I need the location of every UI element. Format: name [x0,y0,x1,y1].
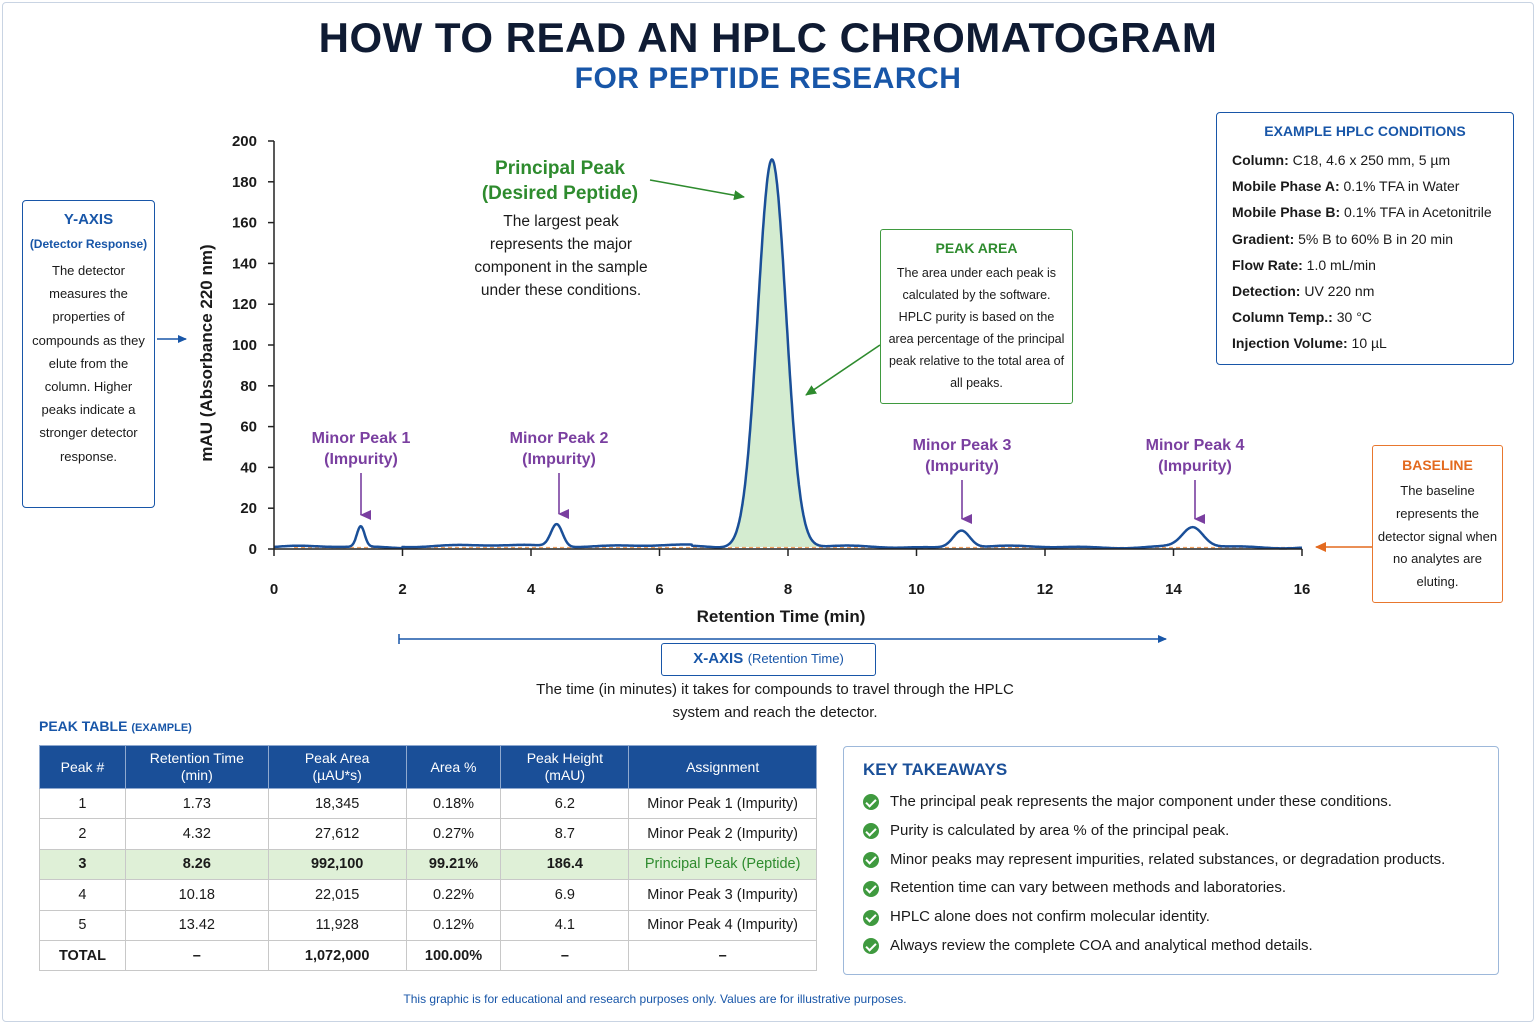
minor-peak-1-label [286,428,436,470]
list-item [863,846,1498,875]
hplc-conditions-box [1216,112,1514,365]
condition-label: Column Temp.: [1232,309,1333,326]
condition-row [1232,226,1513,252]
table-row [40,910,817,940]
y-tick-label: 180 [231,173,257,191]
list-item [863,874,1498,903]
y-tick-label: 40 [240,459,257,477]
y-tick-label: 0 [248,541,257,558]
x-tick-label: 12 [1036,581,1054,598]
table-cell: – [629,940,817,970]
hplc-conditions-heading: EXAMPLE HPLC CONDITIONS [1264,123,1466,139]
table-cell: 11,928 [268,910,406,940]
table-cell: 6.2 [501,789,629,819]
x-tick-label: 8 [783,581,793,598]
condition-row [1232,199,1513,225]
table-cell: Minor Peak 4 (Impurity) [629,910,817,940]
x-axis-info-subheading: (Retention Time) [747,651,844,666]
condition-row [1232,330,1513,356]
takeaway-text: Minor peaks may represent impurities, related substances, or degradation products. [890,850,1446,868]
table-cell: Principal Peak (Peptide) [629,849,817,879]
minor-peak-2-label-line2: (Impurity) [522,451,596,468]
check-circle-icon [863,910,879,926]
key-takeaways-heading: KEY TAKEAWAYS [863,760,1008,779]
condition-row [1232,147,1513,173]
x-tick-label: 14 [1165,581,1182,598]
table-cell: 8.7 [501,819,629,849]
table-cell: 6.9 [501,880,629,910]
table-cell: 0.12% [406,910,501,940]
condition-value: 10 µL [1347,335,1387,352]
x-tick-label: 0 [269,581,279,598]
list-item [863,903,1498,932]
takeaway-text: Always review the complete COA and analytical method details. [890,936,1313,954]
table-cell: 18,345 [268,789,406,819]
y-axis-title: mAU (Absorbance 220 nm) [197,244,216,462]
condition-label: Column: [1232,152,1289,168]
peak-table-header-cell: Area % [406,746,501,789]
y-tick-label: 160 [231,214,257,232]
y-tick-label: 200 [231,133,257,150]
table-cell: 1.73 [125,789,268,819]
condition-value: C18, 4.6 x 250 mm, 5 µm [1288,152,1451,168]
table-cell: 10.18 [125,880,268,910]
check-circle-icon [863,852,879,868]
x-tick-label: 2 [398,581,407,598]
principal-peak-description: The largest peak represents the major component in the sample under these conditions. [474,213,648,299]
condition-value: 0.1% TFA in Water [1339,178,1460,195]
list-item [863,788,1498,817]
y-axis-info-body: The detector measures the properties of compounds as they elute from the column. Higher peaks indicate a stronger detector response. [32,263,145,464]
check-circle-icon [863,881,879,897]
y-axis-info-box [22,200,155,508]
table-cell: 22,015 [268,880,406,910]
table-cell: Minor Peak 2 (Impurity) [629,819,817,849]
y-tick-label: 140 [231,255,257,273]
minor-peak-3-label-line1: Minor Peak 3 [912,437,1012,454]
table-cell: 4.1 [501,910,629,940]
condition-value: UV 220 nm [1300,283,1375,300]
y-tick-label: 80 [240,377,257,395]
check-circle-icon [863,794,879,810]
table-cell: 186.4 [501,849,629,879]
x-tick-label: 4 [526,581,536,598]
table-cell: 1,072,000 [268,940,406,970]
condition-label: Mobile Phase B: [1232,204,1341,221]
page-title: HOW TO READ AN HPLC CHROMATOGRAM [318,14,1218,61]
x-axis-title: Retention Time (min) [696,607,866,626]
table-cell: 4.32 [125,819,268,849]
condition-value: 1.0 mL/min [1302,256,1376,273]
condition-value: 5% B to 60% B in 20 min [1294,230,1453,247]
table-cell: 5 [40,910,126,940]
table-cell: Minor Peak 3 (Impurity) [629,880,817,910]
condition-label: Gradient: [1232,230,1295,247]
peak-area-info-box [880,229,1073,404]
x-axis-info-heading: X-AXIS [693,650,744,667]
y-tick-label: 120 [231,296,257,314]
peak-table [39,745,817,971]
peak-table-header-row [40,746,817,789]
condition-row [1232,278,1513,304]
condition-row [1232,304,1513,330]
peak-table-header-cell: Peak # [40,746,126,789]
peak-table-title [39,718,192,734]
principal-peak-label [450,156,670,206]
x-axis-info-box [661,643,876,676]
minor-peak-4-label [1120,435,1270,477]
y-axis-info-subheading: (Detector Response) [29,237,148,251]
table-cell: 27,612 [268,819,406,849]
peak-table-title-main: PEAK TABLE [39,718,128,734]
takeaway-text: The principal peak represents the major component under these conditions. [890,793,1392,810]
peak-table-header-cell: Peak Height (mAU) [501,746,629,789]
table-cell: 2 [40,819,126,849]
minor-peak-2-label-line1: Minor Peak 2 [509,430,609,447]
condition-label: Injection Volume: [1232,335,1348,352]
condition-label: Detection: [1232,283,1301,300]
condition-label: Flow Rate: [1232,256,1303,273]
table-cell: 1 [40,789,126,819]
peak-table-title-suffix: (EXAMPLE) [131,722,192,734]
y-tick-label: 20 [240,500,257,518]
y-tick-label: 60 [240,418,257,436]
principal-peak-label-line2: (Desired Peptide) [481,183,639,204]
peak-area-info-heading: PEAK AREA [935,240,1018,256]
condition-label: Mobile Phase A: [1232,178,1340,195]
list-item [863,932,1498,961]
x-tick-label: 16 [1293,581,1311,598]
table-cell: Minor Peak 1 (Impurity) [629,789,817,819]
table-cell: 4 [40,880,126,910]
footnote: This graphic is for educational and research purposes only. Values are for illustrative purposes. [403,992,907,1006]
minor-peak-3-label [887,435,1037,477]
table-cell: 0.18% [406,789,501,819]
takeaway-text: HPLC alone does not confirm molecular identity. [890,908,1210,926]
table-cell: – [501,940,629,970]
peak-table-header-cell: Assignment [629,746,817,789]
check-circle-icon [863,938,879,954]
condition-value: 30 °C [1332,309,1372,326]
minor-peak-4-label-line2: (Impurity) [1158,458,1232,475]
table-cell: 99.21% [406,849,501,879]
baseline-info-heading: BASELINE [1402,457,1473,473]
peak-table-header-cell: Peak Area (µAU*s) [268,746,406,789]
minor-peak-3-label-line2: (Impurity) [925,458,999,475]
table-cell: 8.26 [125,849,268,879]
page-subtitle: FOR PEPTIDE RESEARCH [574,62,962,95]
baseline-info-body: The baseline represents the detector signal when no analytes are eluting. [1377,483,1498,590]
baseline-info-box [1372,445,1503,603]
peak-table-header-cell: Retention Time (min) [125,746,268,789]
condition-row [1232,173,1513,199]
y-tick-label: 100 [231,337,257,354]
condition-value: 0.1% TFA in Acetonitrile [1340,204,1492,221]
table-row [40,880,817,910]
table-cell: 0.22% [406,880,501,910]
peak-area-info-body: The area under each peak is calculated by the software. HPLC purity is based on the area percentage of the principal peak relative to the total area of all peaks. [888,266,1065,390]
x-tick-label: 6 [655,581,664,598]
minor-peak-1-label-line1: Minor Peak 1 [311,430,411,447]
table-cell: – [125,940,268,970]
table-row [40,819,817,849]
table-cell: 13.42 [125,910,268,940]
x-axis-info-description: The time (in minutes) it takes for compounds to travel through the HPLC system and reach the detector. [536,681,1014,721]
x-tick-label: 10 [908,581,925,598]
y-axis-info-heading: Y-AXIS [63,211,114,228]
table-cell: 100.00% [406,940,501,970]
list-item [863,817,1498,846]
table-row [40,849,817,879]
condition-row [1232,252,1513,278]
minor-peak-4-label-line1: Minor Peak 4 [1145,437,1245,454]
table-row [40,789,817,819]
principal-peak-label-line1: Principal Peak [495,158,625,179]
table-cell: 0.27% [406,819,501,849]
check-circle-icon [863,823,879,839]
table-row [40,940,817,970]
table-cell: 3 [40,849,126,879]
takeaway-text: Purity is calculated by area % of the principal peak. [890,821,1230,839]
minor-peak-2-label [484,428,634,470]
minor-peak-1-label-line2: (Impurity) [324,451,398,468]
key-takeaways-box [843,746,1499,975]
table-cell: TOTAL [40,940,126,970]
table-cell: 992,100 [268,849,406,879]
takeaway-text: Retention time can vary between methods and laboratories. [890,879,1287,897]
